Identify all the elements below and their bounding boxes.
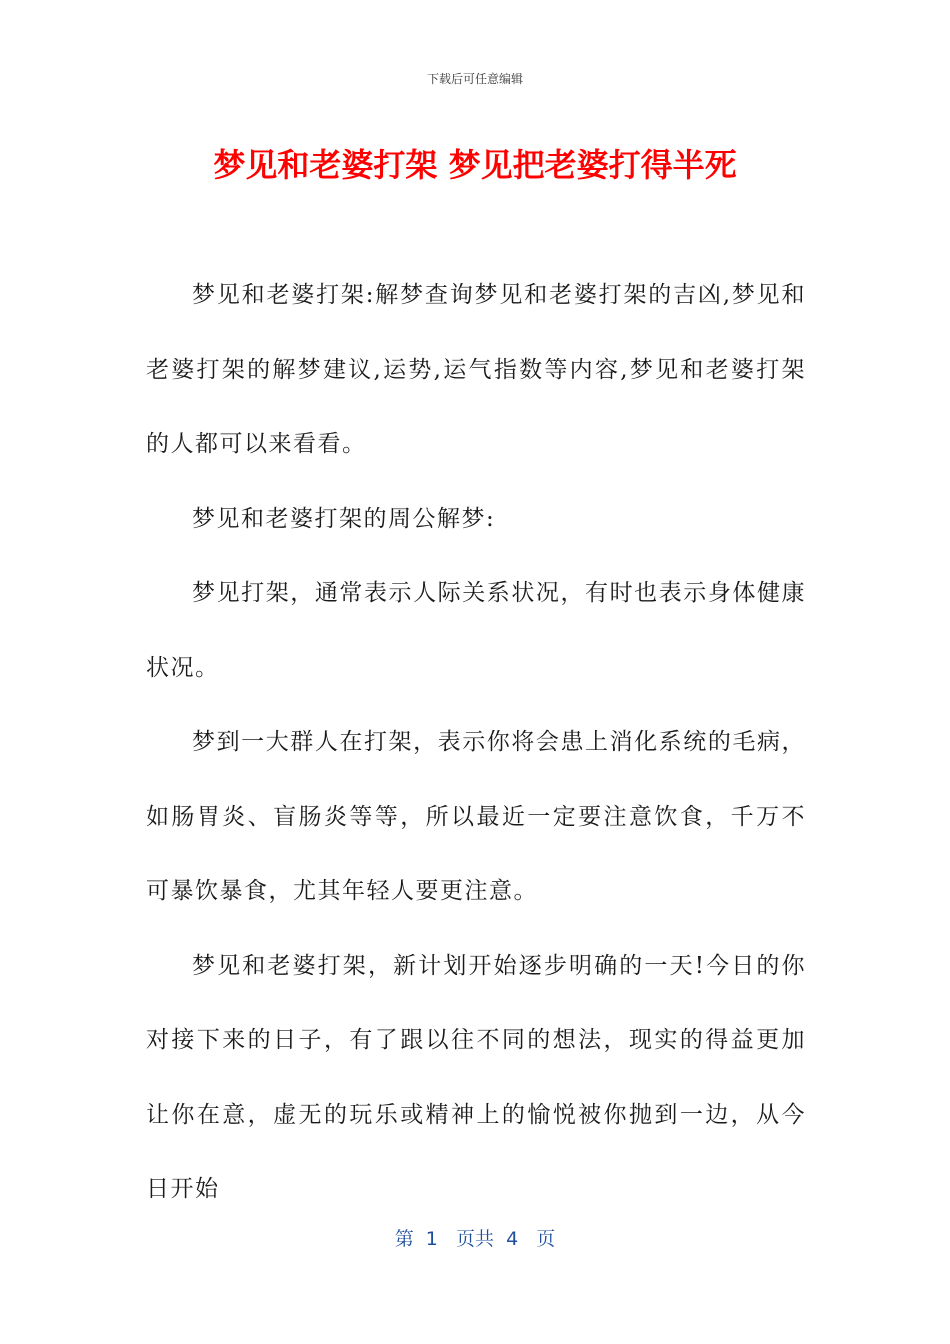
document-title: 梦见和老婆打架 梦见把老婆打得半死 [213, 146, 737, 184]
header-note: 下载后可任意编辑 [426, 72, 523, 86]
page-number-footer: 第 1 页共 4 页 [394, 1228, 556, 1250]
paragraph-intro: 梦见和老婆打架:解梦查询梦见和老婆打架的吉凶,梦见和老婆打架的解梦建议,运势,运气指数等内容,梦见和老婆打架的人都可以来看看。 [146, 282, 806, 457]
paragraph-zhougong-heading: 梦见和老婆打架的周公解梦: [192, 505, 496, 532]
paragraph-new-plan: 梦见和老婆打架，新计划开始逐步明确的一天!今日的你对接下来的日子，有了跟以往不同的想法，现实的得益更加让你在意，虚无的玩乐或精神上的愉悦被你抛到一边，从今日开始 [146, 952, 806, 1202]
document-body [146, 258, 806, 1227]
paragraph-crowd-fighting: 梦到一大群人在打架，表示你将会患上消化系统的毛病，如肠胃炎、盲肠炎等等，所以最近一定要注意饮食，千万不可暴饮暴食，尤其年轻人要更注意。 [146, 729, 806, 904]
paragraph-fighting-meaning: 梦见打架，通常表示人际关系状况，有时也表示身体健康状况。 [146, 580, 806, 681]
